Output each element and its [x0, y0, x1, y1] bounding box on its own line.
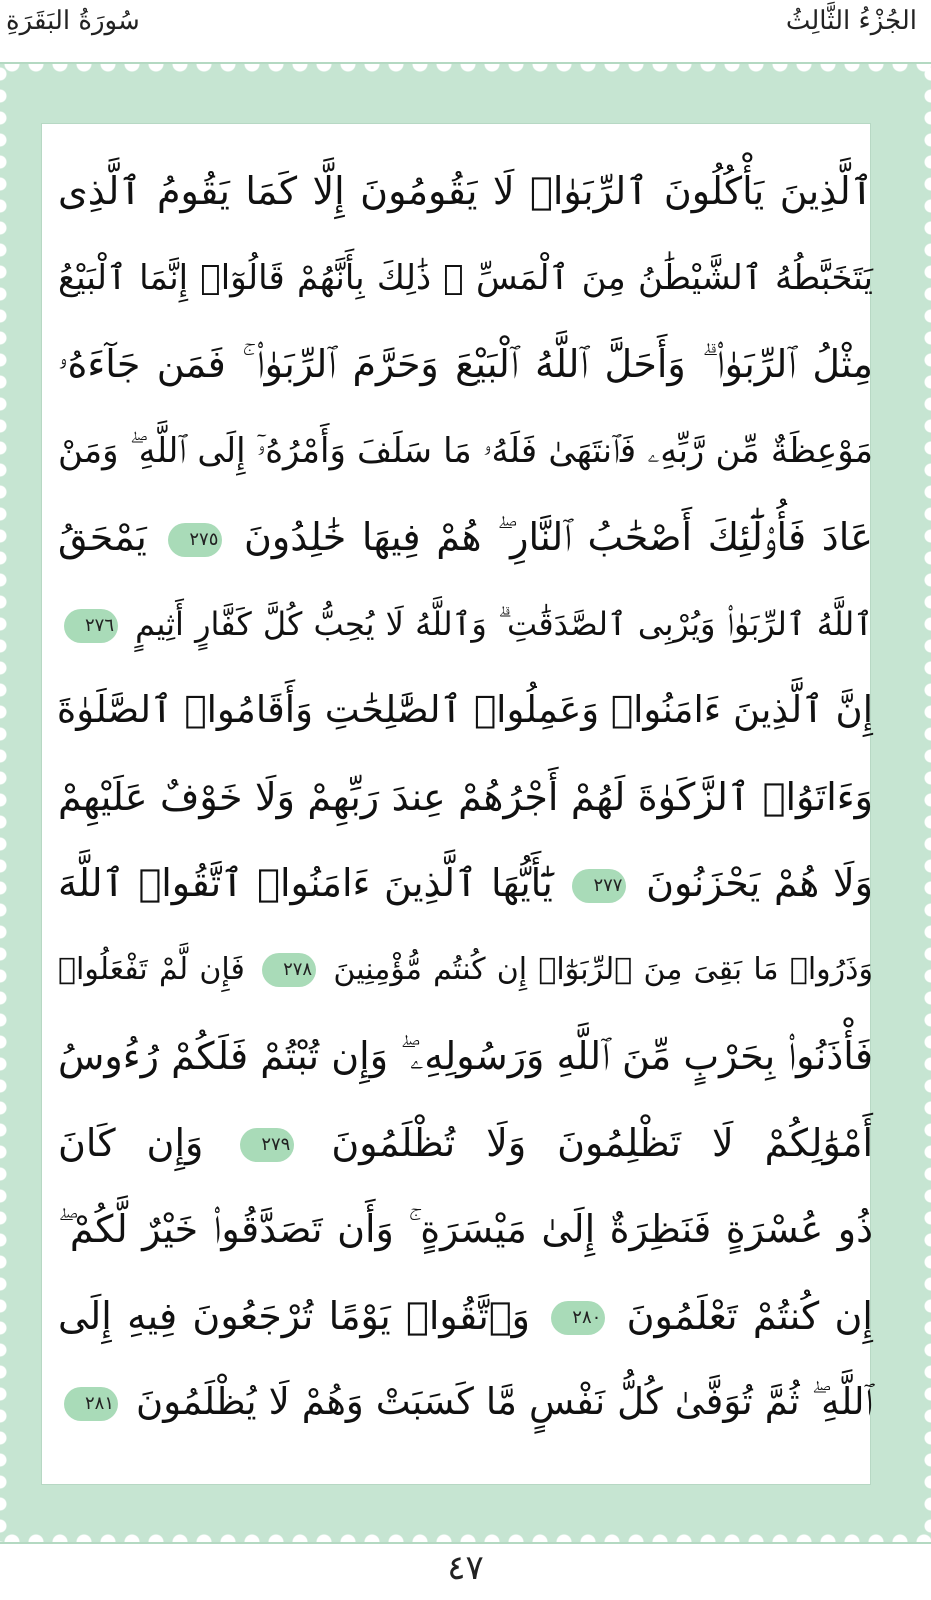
frame-border-bottom — [0, 1532, 931, 1542]
text-line — [58, 494, 873, 581]
verse-text: يَٰٓأَيُّهَا ٱلَّذِينَ ءَامَنُوا۟ ٱتَّقُوا۟ ٱللَّهَ — [58, 861, 553, 905]
text-line — [58, 581, 873, 668]
verse-text: وَإِن كَانَ — [58, 1120, 204, 1165]
text-line — [58, 1359, 873, 1446]
verse-text: فَأْذَنُوا۟ بِحَرْبٍ مِّنَ ٱللَّهِ وَرَسُولِهِۦ ۖ وَإِن تُبْتُمْ فَلَكُمْ رُءُوسُ — [58, 1034, 873, 1078]
verse-text: وَٱتَّقُوا۟ يَوْمًا تُرْجَعُونَ فِيهِ إِلَى — [58, 1293, 530, 1338]
verse-text: وَءَاتَوُا۟ ٱلزَّكَوٰةَ لَهُمْ أَجْرُهُمْ عِندَ رَبِّهِمْ وَلَا خَوْفٌ عَلَيْهِمْ — [58, 774, 873, 819]
page-frame — [0, 62, 931, 1544]
text-line — [58, 235, 873, 322]
verse-text: ٱلَّذِينَ يَأْكُلُونَ ٱلرِّبَوٰا۟ لَا يَقُومُونَ إِلَّا كَمَا يَقُومُ ٱلَّذِى — [58, 169, 873, 213]
verse-text: ذُو عُسْرَةٍ فَنَظِرَةٌ إِلَىٰ مَيْسَرَةٍ ۚ وَأَن تَصَدَّقُوا۟ خَيْرٌ لَّكُمْ ۖ — [58, 1207, 873, 1251]
text-line — [58, 667, 873, 754]
frame-border-top — [0, 64, 931, 74]
verse-text: مَوْعِظَةٌ مِّن رَّبِّهِۦ فَٱنتَهَىٰ فَلَهُۥ مَا سَلَفَ وَأَمْرُهُۥٓ إِلَى ٱللَّهِ ۖ وَمَنْ — [58, 430, 873, 471]
text-line — [58, 1100, 873, 1187]
ayah-number-marker: ٢٧٦ — [64, 609, 118, 643]
ayah-number-marker: ٢٧٨ — [262, 953, 316, 987]
text-line — [58, 148, 873, 235]
text-line — [58, 1186, 873, 1273]
verse-text: أَمْوَٰلِكُمْ لَا تَظْلِمُونَ وَلَا تُظْلَمُونَ — [331, 1120, 873, 1165]
juz-title: الجُزْءُ الثَّالِثُ — [785, 6, 917, 36]
verse-text: يَتَخَبَّطُهُ ٱلشَّيْطَٰنُ مِنَ ٱلْمَسِّ ۚ ذَٰلِكَ بِأَنَّهُمْ قَالُوٓا۟ إِنَّمَا ٱلْبَيْعُ — [58, 257, 873, 298]
ayah-number-marker: ٢٨١ — [64, 1387, 118, 1421]
text-line — [58, 1273, 873, 1360]
verse-text: مِثْلُ ٱلرِّبَوٰا۟ ۗ وَأَحَلَّ ٱللَّهُ ٱلْبَيْعَ وَحَرَّمَ ٱلرِّبَوٰا۟ ۚ فَمَن جَآءَهُۥ — [58, 342, 873, 386]
verse-text: إِنَّ ٱلَّذِينَ ءَامَنُوا۟ وَعَمِلُوا۟ ٱلصَّٰلِحَٰتِ وَأَقَامُوا۟ ٱلصَّلَوٰةَ — [56, 688, 873, 731]
page-number: ٤٧ — [447, 1548, 484, 1588]
text-line — [58, 321, 873, 408]
surah-title: سُورَةُ البَقَرَةِ — [6, 6, 140, 36]
quran-text — [58, 148, 873, 1446]
text-line — [58, 927, 873, 1014]
ayah-number-marker: ٢٧٩ — [240, 1128, 294, 1162]
verse-text: وَلَا هُمْ يَحْزَنُونَ — [646, 861, 873, 905]
ayah-number-marker: ٢٨٠ — [551, 1301, 605, 1335]
verse-text: ٱللَّهُ ٱلرِّبَوٰا۟ وَيُرْبِى ٱلصَّدَقَٰتِ ۗ وَٱللَّهُ لَا يُحِبُّ كُلَّ كَفَّارٍ أَثِيمٍ — [135, 604, 874, 643]
text-line — [58, 754, 873, 841]
text-line — [58, 840, 873, 927]
ayah-number-marker: ٢٧٧ — [572, 869, 626, 903]
verse-text: يَمْحَقُ — [58, 515, 147, 559]
verse-text: ٱللَّهِ ۖ ثُمَّ تُوَفَّىٰ كُلُّ نَفْسٍ مَّا كَسَبَتْ وَهُمْ لَا يُظْلَمُونَ — [136, 1380, 873, 1423]
text-line — [58, 408, 873, 495]
verse-text: إِن كُنتُمْ تَعْلَمُونَ — [626, 1293, 873, 1338]
ayah-number-marker: ٢٧٥ — [168, 523, 222, 557]
verse-text: وَذَرُوا۟ مَا بَقِىَ مِنَ ٱلرِّبَوٰٓا۟ إِن كُنتُم مُّؤْمِنِينَ — [333, 951, 873, 987]
verse-text: فَإِن لَّمْ تَفْعَلُوا۟ — [58, 951, 245, 987]
verse-text: عَادَ فَأُو۟لَٰٓئِكَ أَصْحَٰبُ ٱلنَّارِ ۖ هُمْ فِيهَا خَٰلِدُونَ — [243, 515, 873, 559]
text-line — [58, 1013, 873, 1100]
